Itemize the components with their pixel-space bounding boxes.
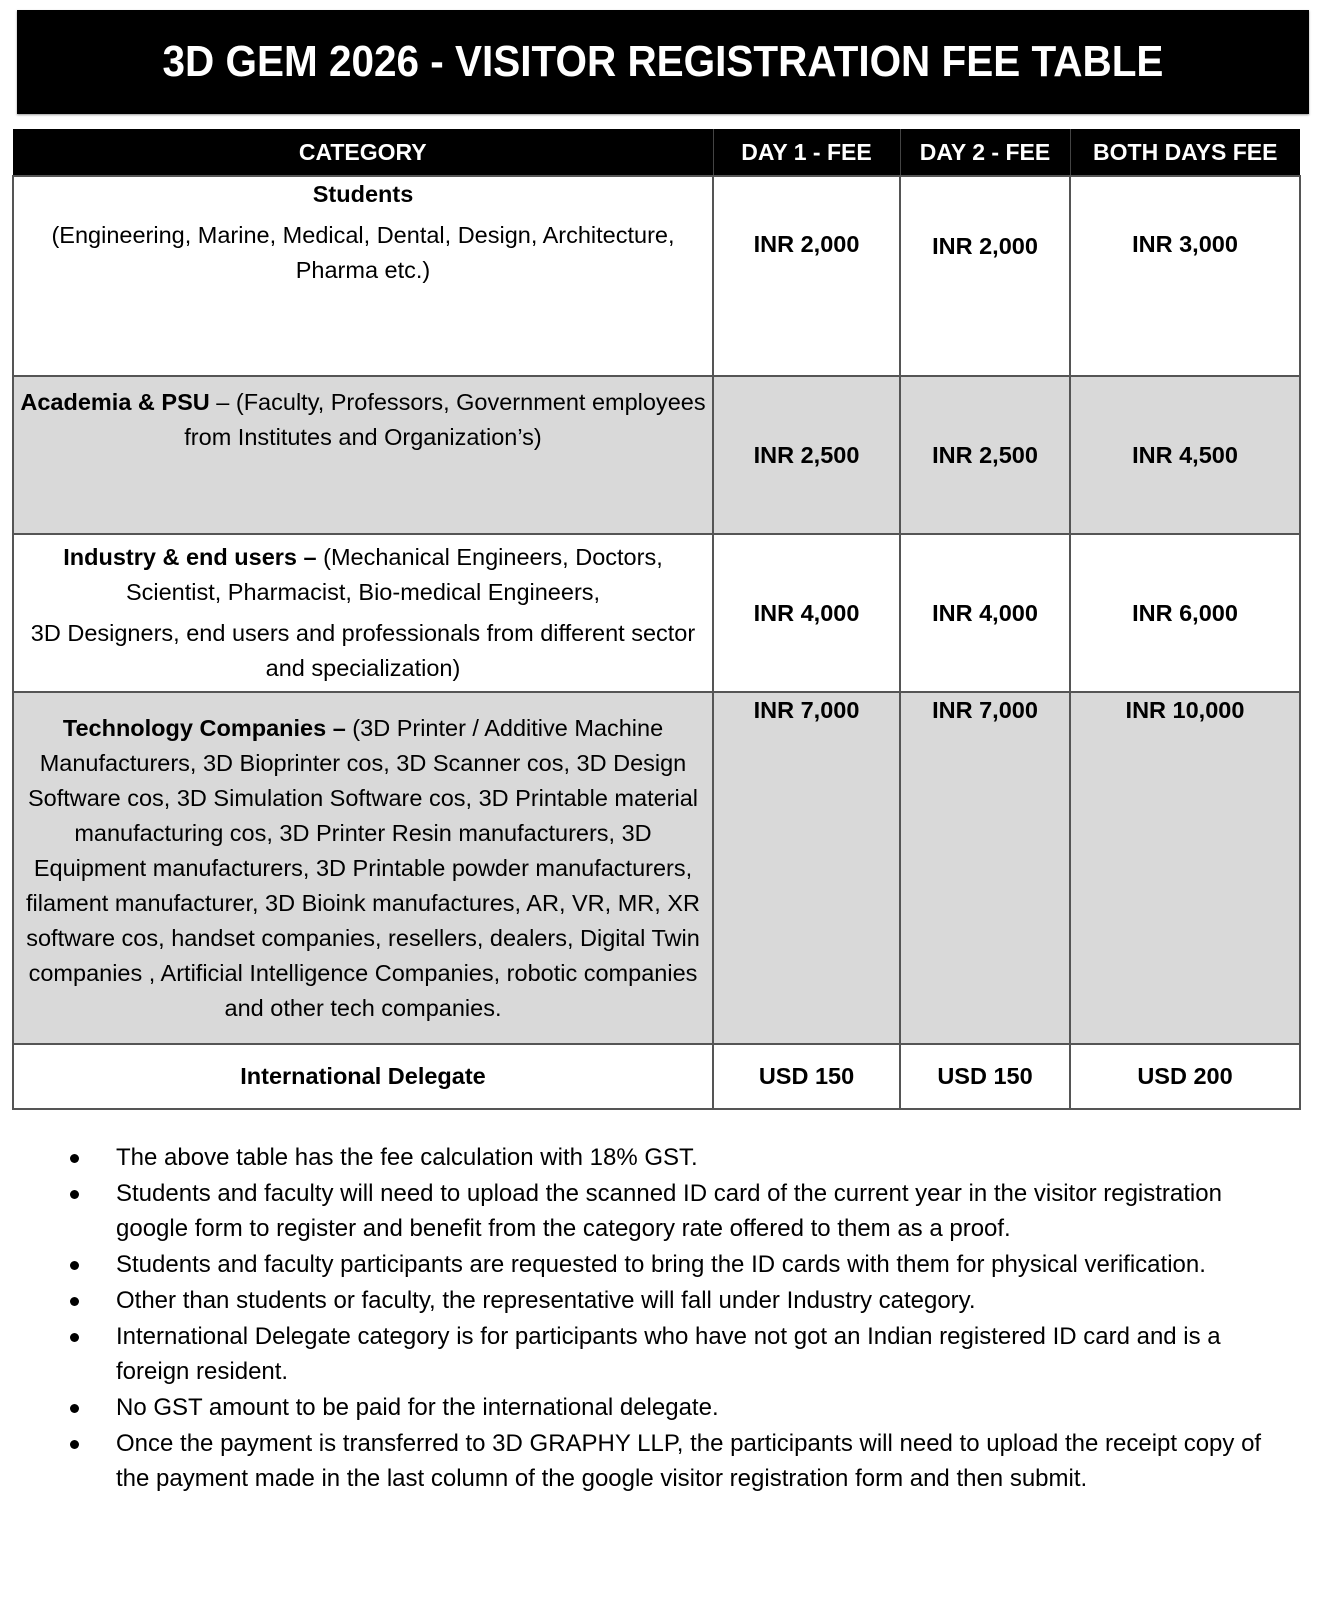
both-days-fee: USD 200 <box>1070 1044 1300 1109</box>
category-name: Students <box>312 181 414 207</box>
note-text: International Delegate category is for participants who have not got an Indian registered ID card and is a foreign resident. <box>116 1323 1221 1385</box>
note-item <box>62 1176 1292 1246</box>
both-days-fee: INR 6,000 <box>1070 534 1300 692</box>
notes-list <box>62 1140 1292 1497</box>
both-days-fee: INR 4,500 <box>1070 376 1300 534</box>
category-description: (3D Printer / Additive Machine Manufacturers, 3D Bioprinter cos, 3D Scanner cos, 3D Design Software cos, 3D Simulation Software cos, 3D Printable material manufacturing cos, 3D Printer Resin manufacturers, 3D Equipment manufacturers, 3D Printable powder manufacturers, filament manufacturer, 3D Bioink manufactures, AR, VR, MR, XR software cos, handset companies, resellers, dealers, Digital Twin companies , Artificial Intelligence Companies, robotic companies and other tech companies. <box>26 714 700 1021</box>
day2-fee: INR 2,000 <box>900 176 1070 376</box>
note-item <box>62 1319 1292 1389</box>
note-text: The above table has the fee calculation with 18% GST. <box>116 1144 698 1171</box>
note-item <box>62 1140 1292 1175</box>
note-text: No GST amount to be paid for the international delegate. <box>116 1394 719 1421</box>
both-days-fee: INR 3,000 <box>1070 176 1300 376</box>
category-name: Technology Companies – <box>62 714 346 741</box>
bullet-icon <box>70 1261 79 1270</box>
note-item <box>62 1283 1292 1318</box>
category-cell <box>13 692 713 1044</box>
note-text: Once the payment is transferred to 3D GRAPHY LLP, the participants will need to upload the receipt copy of the payment made in the last column of the google visitor registration form and then submit. <box>116 1430 1262 1492</box>
table-row-industry <box>13 534 1300 692</box>
category-description: (Engineering, Marine, Medical, Dental, Design, Architecture, Pharma etc.) <box>51 222 675 283</box>
header-both-days-fee: BOTH DAYS FEE <box>1070 129 1300 176</box>
header-day2-fee: DAY 2 - FEE <box>900 129 1070 176</box>
bullet-icon <box>70 1333 79 1342</box>
table-header-row <box>13 129 1300 176</box>
note-text: Other than students or faculty, the representative will fall under Industry category. <box>116 1287 976 1314</box>
bullet-icon <box>70 1404 79 1413</box>
fee-table <box>12 129 1301 1110</box>
title-banner <box>17 10 1309 114</box>
day1-fee: INR 2,500 <box>713 376 900 534</box>
category-line-1 <box>20 540 706 610</box>
table-row-international <box>13 1044 1300 1109</box>
day2-fee: USD 150 <box>900 1044 1070 1109</box>
note-item <box>62 1426 1292 1496</box>
day1-fee: INR 2,000 <box>713 176 900 376</box>
bullet-icon <box>70 1154 79 1163</box>
note-text: Students and faculty participants are requested to bring the ID cards with them for physical verification. <box>116 1251 1206 1278</box>
header-day1-fee: DAY 1 - FEE <box>713 129 900 176</box>
day2-fee: INR 7,000 <box>900 692 1070 1044</box>
note-text: Students and faculty will need to upload the scanned ID card of the current year in the visitor registration google form to register and benefit from the category rate offered to them as a proof. <box>116 1180 1222 1242</box>
category-description-2: 3D Designers, end users and professionals from different sector and specialization) <box>30 620 696 681</box>
day2-fee: INR 4,000 <box>900 534 1070 692</box>
category-name: International Delegate <box>13 1044 713 1109</box>
bullet-icon <box>70 1440 79 1449</box>
table-row-students <box>13 176 1300 376</box>
note-item <box>62 1247 1292 1282</box>
bullet-icon <box>70 1297 79 1306</box>
both-days-fee: INR 10,000 <box>1070 692 1300 1044</box>
category-cell <box>13 534 713 692</box>
table-row-technology <box>13 692 1300 1044</box>
day2-fee: INR 2,500 <box>900 376 1070 534</box>
bullet-icon <box>70 1190 79 1199</box>
category-description: (Mechanical Engineers, Doctors, Scientist, Pharmacist, Bio-medical Engineers, <box>125 544 663 605</box>
header-category: CATEGORY <box>13 129 713 176</box>
table-row-academia <box>13 376 1300 534</box>
note-item <box>62 1390 1292 1425</box>
category-cell <box>13 376 713 534</box>
category-name: Academia & PSU <box>20 389 210 415</box>
day1-fee: INR 7,000 <box>713 692 900 1044</box>
day1-fee: USD 150 <box>713 1044 900 1109</box>
category-description: – (Faculty, Professors, Government employees from Institutes and Organization’s) <box>184 389 706 450</box>
page-title: 3D GEM 2026 - VISITOR REGISTRATION FEE TABLE <box>162 37 1164 86</box>
category-cell <box>13 176 713 376</box>
category-name: Industry & end users – <box>63 544 317 570</box>
day1-fee: INR 4,000 <box>713 534 900 692</box>
